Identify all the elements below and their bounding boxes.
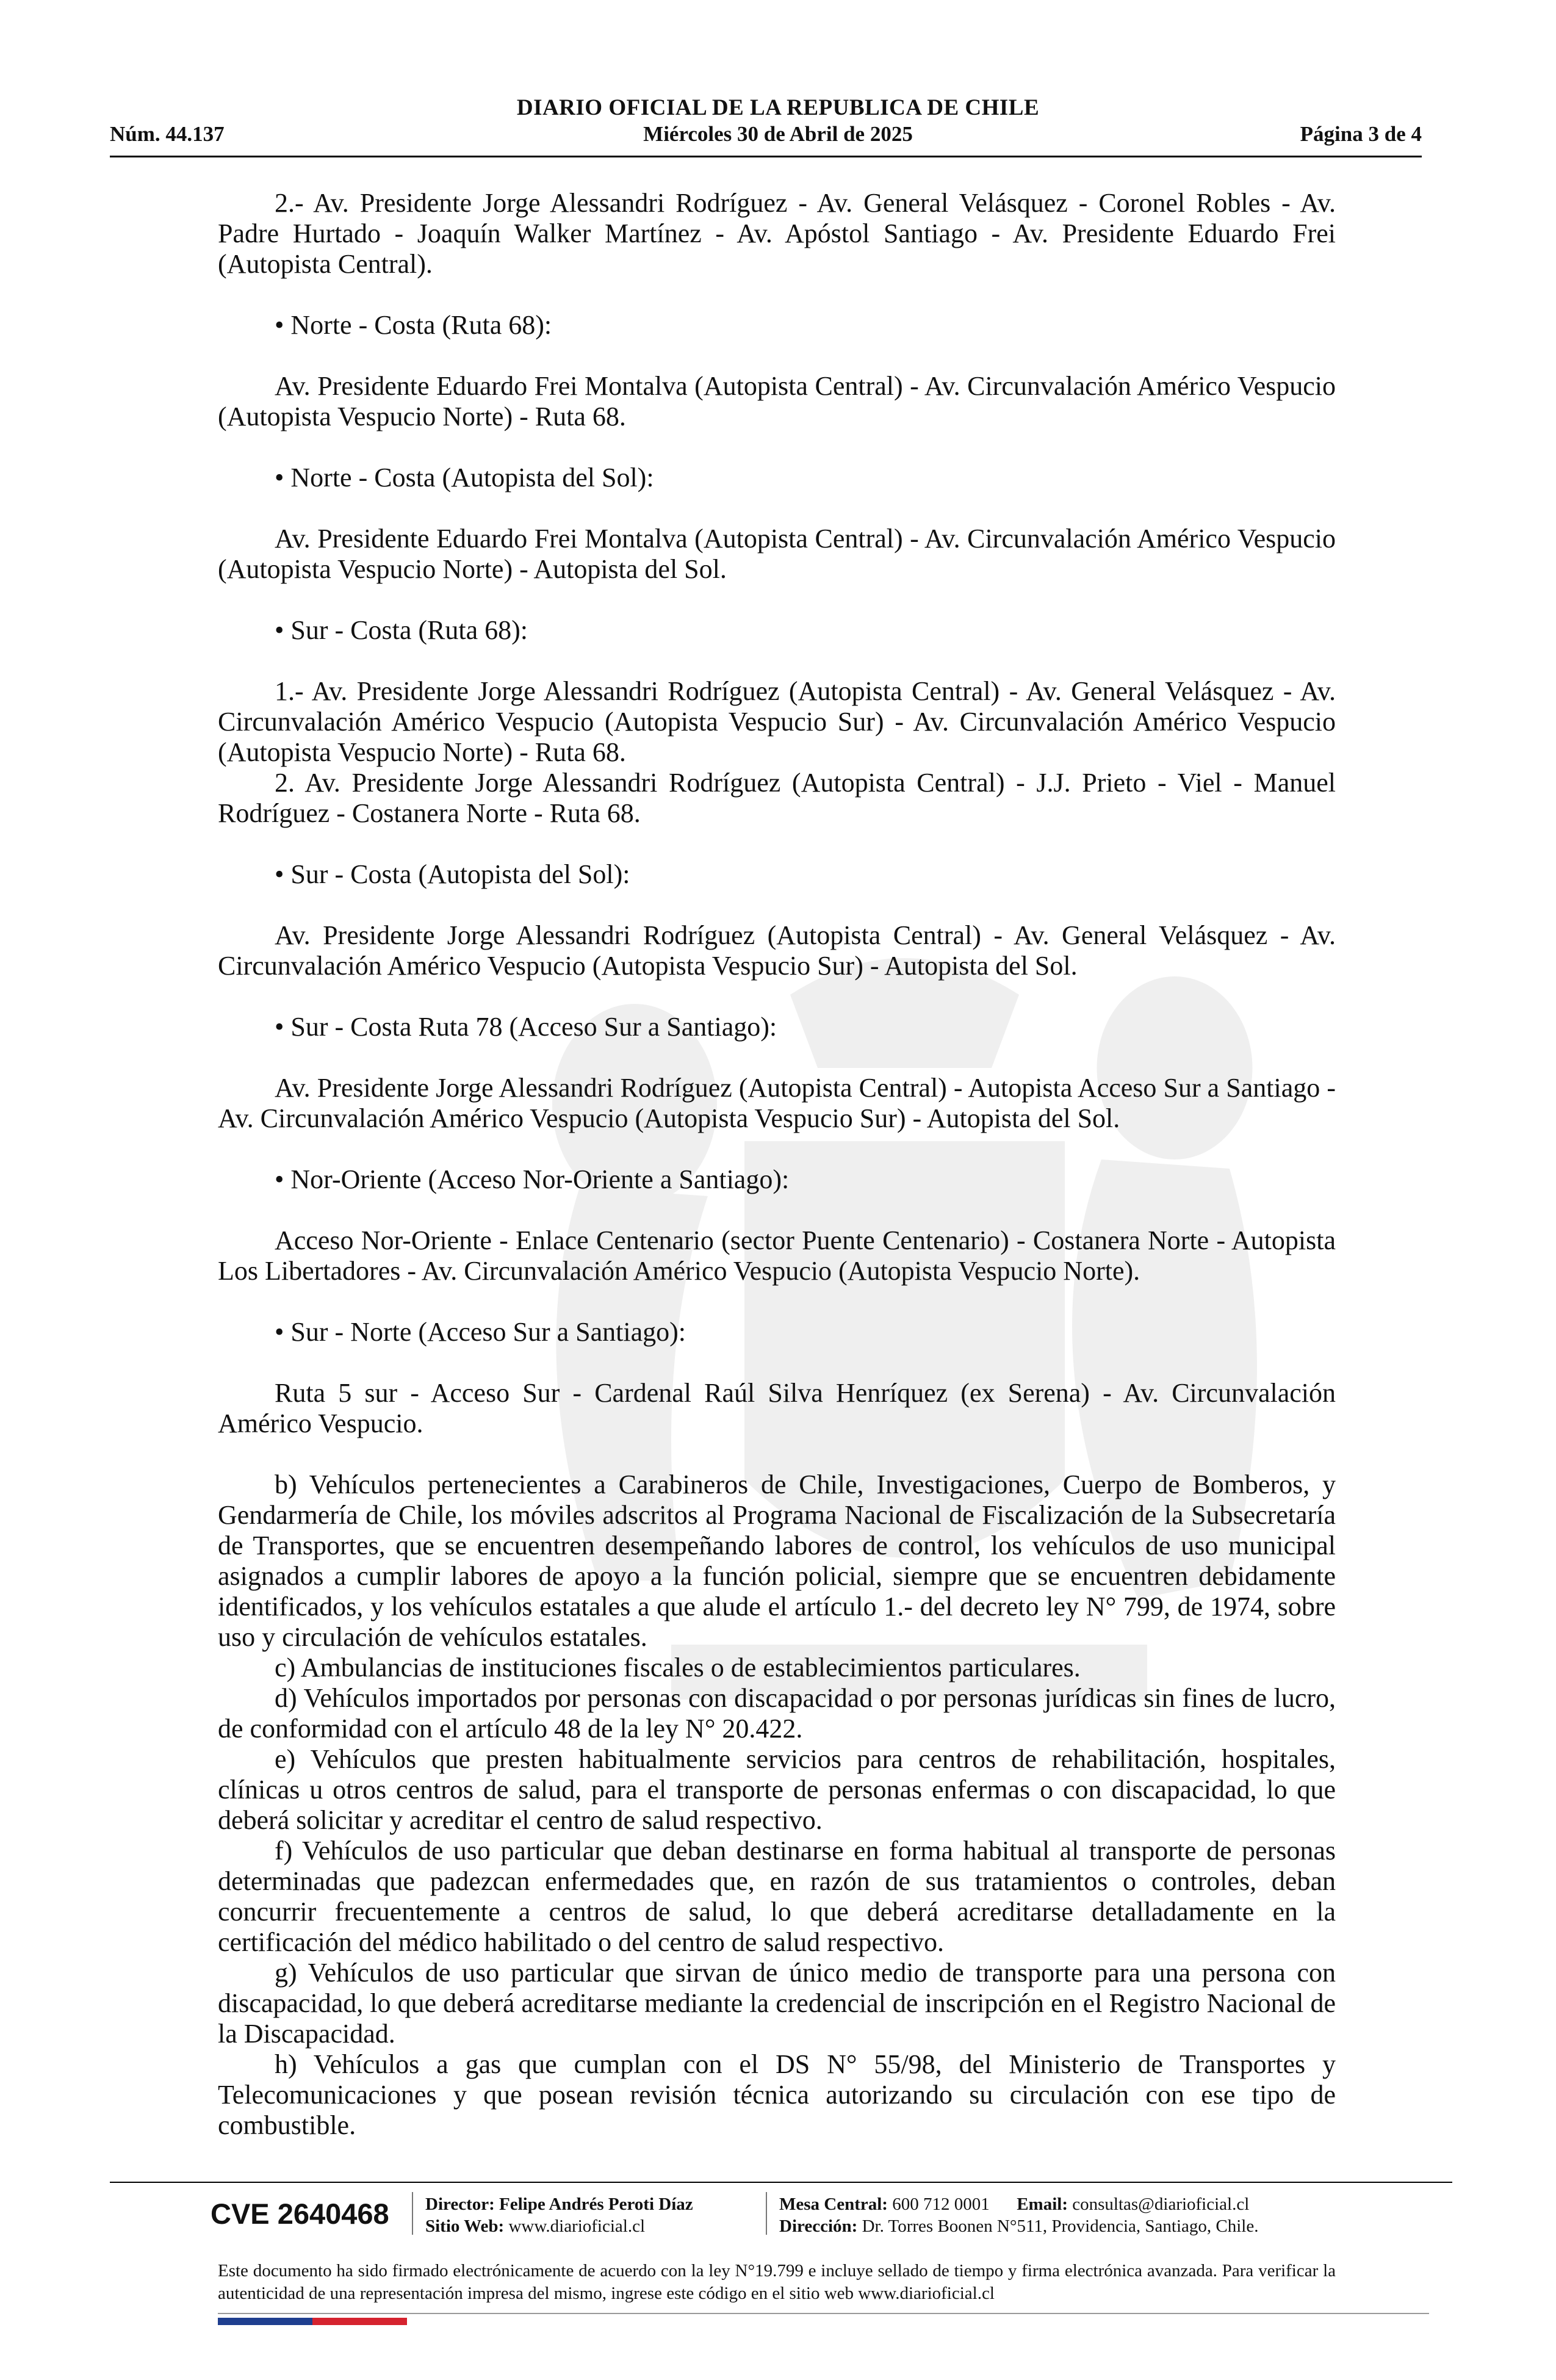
flag-stripe-red bbox=[312, 2318, 407, 2325]
paragraph: 2.- Av. Presidente Jorge Alessandri Rodríguez - Av. General Velásquez - Coronel Robles - Av. Padre Hurtado - Joaquín Walker Martínez - Av. Apóstol Santiago - Av. Presidente Eduardo Frei (Autopista Central). bbox=[218, 188, 1336, 279]
paragraph: Av. Presidente Jorge Alessandri Rodríguez (Autopista Central) - Av. General Velásquez - Av. Circunvalación Américo Vespucio (Autopista Vespucio Sur) - Autopista del Sol. bbox=[218, 920, 1336, 981]
footer-director-block bbox=[425, 2193, 693, 2237]
paragraph: h) Vehículos a gas que cumplan con el DS N° 55/98, del Ministerio de Transportes y Telecomunicaciones y que posean revisión técnica autorizando su circulación con ese tipo de combustible. bbox=[218, 2049, 1336, 2140]
footer-contact-block bbox=[779, 2193, 1258, 2237]
route-heading: • Nor-Oriente (Acceso Nor-Oriente a Santiago): bbox=[275, 1164, 790, 1194]
issue-date: Miércoles 30 de Abril de 2025 bbox=[643, 122, 913, 146]
address-label: Dirección: bbox=[779, 2216, 858, 2236]
paragraph: f) Vehículos de uso particular que deban destinarse en forma habitual al transporte de personas determinadas que padezcan enfermedades que, en razón de sus tratamientos o controles, deban concurrir frecuentemente a centros de salud, lo que deberá acreditarse detalladamente en la certificación del médico habilitado o del centro de salud respectivo. bbox=[218, 1836, 1336, 1957]
issue-number: Núm. 44.137 bbox=[110, 122, 225, 146]
gazette-title: DIARIO OFICIAL DE LA REPUBLICA DE CHILE bbox=[516, 95, 1040, 120]
footer-separator bbox=[766, 2192, 767, 2235]
paragraph: Av. Presidente Eduardo Frei Montalva (Autopista Central) - Av. Circunvalación Américo Vespucio (Autopista Vespucio Norte) - Autopista del Sol. bbox=[218, 524, 1336, 584]
cve-code: CVE 2640468 bbox=[211, 2198, 389, 2230]
paragraph: c) Ambulancias de instituciones fiscales o de establecimientos particulares. bbox=[275, 1653, 1081, 1682]
paragraph: 2. Av. Presidente Jorge Alessandri Rodríguez (Autopista Central) - J.J. Prieto - Viel - Manuel Rodríguez - Costanera Norte - Ruta 68. bbox=[218, 768, 1336, 828]
route-heading: • Sur - Costa (Autopista del Sol): bbox=[275, 859, 630, 889]
website-link[interactable]: www.diarioficial.cl bbox=[508, 2216, 646, 2236]
paragraph: e) Vehículos que presten habitualmente servicios para centros de rehabilitación, hospitales, clínicas u otros centros de salud, para el transporte de personas enfermas o con discapacidad, lo que deberá solicitar y acreditar el centro de salud respectivo. bbox=[218, 1744, 1336, 1835]
address-value: Dr. Torres Boonen N°511, Providencia, Santiago, Chile. bbox=[862, 2216, 1259, 2236]
mesa-phone: 600 712 0001 bbox=[892, 2194, 990, 2214]
route-heading: • Sur - Costa (Ruta 68): bbox=[275, 615, 528, 645]
document-body bbox=[218, 188, 1336, 2141]
footer-bottom-divider bbox=[218, 2313, 1429, 2314]
route-heading: • Sur - Norte (Acceso Sur a Santiago): bbox=[275, 1317, 686, 1347]
paragraph: g) Vehículos de uso particular que sirvan de único medio de transporte para una persona con discapacidad, lo que deberá acreditarse mediante la credencial de inscripción en el Registro Nacional de la Discapacidad. bbox=[218, 1958, 1336, 2049]
footer-divider bbox=[110, 2182, 1452, 2183]
email-link[interactable]: consultas@diarioficial.cl bbox=[1072, 2194, 1250, 2214]
header-divider bbox=[110, 156, 1422, 157]
route-heading: • Norte - Costa (Ruta 68): bbox=[275, 310, 552, 340]
legal-notice: Este documento ha sido firmado electrónicamente de acuerdo con la ley N°19.799 e incluye sellado de tiempo y firma electrónica avanzada. Para verificar la autenticidad de una representación impresa del mismo, ingrese este código en el sitio web www.diarioficial.cl bbox=[218, 2261, 1336, 2303]
email-label: Email: bbox=[1017, 2194, 1068, 2214]
website-label: Sitio Web: bbox=[425, 2216, 505, 2236]
paragraph: Ruta 5 sur - Acceso Sur - Cardenal Raúl Silva Henríquez (ex Serena) - Av. Circunvalación Américo Vespucio. bbox=[218, 1378, 1336, 1438]
paragraph: d) Vehículos importados por personas con discapacidad o por personas jurídicas sin fines de lucro, de conformidad con el artículo 48 de la ley N° 20.422. bbox=[218, 1683, 1336, 1744]
director-name: Felipe Andrés Peroti Díaz bbox=[499, 2194, 693, 2214]
mesa-label: Mesa Central: bbox=[779, 2194, 888, 2214]
paragraph: b) Vehículos pertenecientes a Carabineros de Chile, Investigaciones, Cuerpo de Bomberos, y Gendarmería de Chile, los móviles adscritos al Programa Nacional de Fiscalización de la Subsecretaría de Transportes, que se encuentren desempeñando labores de control, los vehículos de uso municipal asignados a cumplir labores de apoyo a la función policial, siempre que se encuentren debidamente identificados, y los vehículos estatales a que alude el artículo 1.- del decreto ley N° 799, de 1974, sobre uso y circulación de vehículos estatales. bbox=[218, 1469, 1336, 1652]
flag-stripe-blue bbox=[218, 2318, 312, 2325]
director-label: Director: bbox=[425, 2194, 495, 2214]
route-heading: • Norte - Costa (Autopista del Sol): bbox=[275, 463, 654, 492]
paragraph: Acceso Nor-Oriente - Enlace Centenario (sector Puente Centenario) - Costanera Norte - Autopista Los Libertadores - Av. Circunvalación Américo Vespucio (Autopista Vespucio Norte). bbox=[218, 1225, 1336, 1286]
route-heading: • Sur - Costa Ruta 78 (Acceso Sur a Santiago): bbox=[275, 1012, 777, 1042]
paragraph: 1.- Av. Presidente Jorge Alessandri Rodríguez (Autopista Central) - Av. General Velásquez - Av. Circunvalación Américo Vespucio (Autopista Vespucio Sur) - Av. Circunvalación Américo Vespucio (Autopista Vespucio Norte) - Ruta 68. bbox=[218, 676, 1336, 767]
paragraph: Av. Presidente Eduardo Frei Montalva (Autopista Central) - Av. Circunvalación Américo Vespucio (Autopista Vespucio Norte) - Ruta 68. bbox=[218, 371, 1336, 431]
page-indicator: Página 3 de 4 bbox=[1300, 122, 1422, 146]
footer-separator bbox=[412, 2192, 413, 2235]
paragraph: Av. Presidente Jorge Alessandri Rodríguez (Autopista Central) - Autopista Acceso Sur a Santiago - Av. Circunvalación Américo Vespucio (Autopista Vespucio Sur) - Autopista del Sol. bbox=[218, 1073, 1336, 1133]
